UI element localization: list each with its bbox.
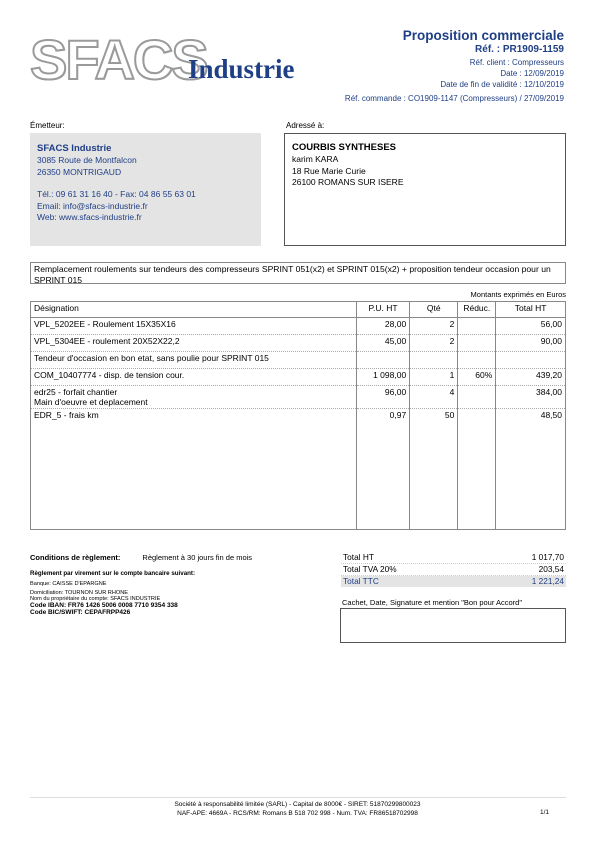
row-quantity (410, 352, 458, 369)
sender-name: SFACS Industrie (37, 143, 112, 154)
total-tva-value: 203,54 (538, 564, 564, 574)
signature-box[interactable] (340, 608, 566, 643)
signature-label: Cachet, Date, Signature et mention "Bon pour Accord" (342, 598, 523, 607)
row-discount (458, 386, 496, 409)
row-discount (458, 352, 496, 369)
row-designation: edr25 - forfait chantier (34, 387, 118, 397)
row-discount (458, 335, 496, 352)
logo-subtitle: Industrie (188, 54, 295, 84)
page-number: 1/1 (539, 809, 549, 816)
col-total: Total HT (496, 302, 566, 318)
footer-divider (30, 797, 566, 798)
table-row (31, 409, 566, 530)
total-ttc-value: 1 221,24 (531, 576, 564, 586)
row-total: 56,00 (496, 318, 566, 335)
row-unit-price: 96,00 (356, 386, 409, 409)
sender-box (30, 133, 261, 246)
sender-address2: 26350 MONTRIGAUD (37, 166, 122, 177)
row-quantity: 50 (410, 409, 458, 530)
row-quantity: 2 (410, 318, 458, 335)
recipient-address1: 18 Rue Marie Curie (292, 165, 366, 176)
table-row (31, 369, 566, 386)
total-tva-row (341, 564, 566, 576)
footer-line2: NAF-APE: 4669A - RCS/RM: Romans B 518 702 998 - Num. TVA: FR86518702998 (177, 810, 418, 817)
total-ht-value: 1 017,70 (531, 552, 564, 562)
validity-date: Date de fin de validité : 12/10/2019 (440, 80, 564, 89)
table-row (31, 386, 566, 409)
row-total: 48,50 (496, 409, 566, 530)
bic: Code BIC/SWIFT: CEPAFRPP426 (30, 609, 131, 616)
bank-domiciliation: Domiciliation: TOURNON SUR RHONE (30, 590, 129, 596)
recipient-contact: karim KARA (292, 154, 339, 164)
row-unit-price: 0,97 (356, 409, 409, 530)
table-row (31, 335, 566, 352)
row-discount (458, 409, 496, 530)
recipient-label: Adressé à: (286, 121, 325, 130)
conditions-value: Règlement à 30 jours fin de mois (142, 553, 253, 562)
sender-phone: Tél.: 09 61 31 16 40 - Fax: 04 86 55 63 01 (37, 189, 196, 199)
account-owner: Nom du propriétaire du compte: SFACS INDUSTRIE (30, 596, 161, 602)
sender-email[interactable]: Email: info@sfacs-industrie.fr (37, 200, 148, 211)
logo-brand: SFACS (30, 28, 207, 91)
row-total: 384,00 (496, 386, 566, 409)
row-designation: EDR_5 - frais km (34, 410, 99, 420)
col-quantity: Qté (410, 302, 458, 318)
total-ttc-label: Total TTC (343, 576, 379, 586)
footer-line1: Société à responsabilité limitée (SARL) - Capital de 8000€ - SIRET: 51870299800023 (174, 801, 421, 808)
row-designation: Tendeur d'occasion en bon etat, sans poulie pour SPRINT 015 (34, 353, 269, 363)
row-quantity: 2 (410, 335, 458, 352)
row-total: 439,20 (496, 369, 566, 386)
document-ref: Réf. : PR1909-1159 (475, 44, 564, 55)
row-unit-price: 45,00 (356, 335, 409, 352)
row-designation-detail: Main d'oeuvre et deplacement (34, 397, 148, 407)
row-quantity: 1 (410, 369, 458, 386)
sender-label: Émetteur: (30, 121, 65, 130)
lines-table (30, 301, 566, 530)
row-unit-price (356, 352, 409, 369)
row-designation: VPL_5304EE - roulement 20X52X22,2 (34, 336, 180, 346)
conditions-label: Conditions de règlement: (30, 553, 121, 562)
table-row (31, 318, 566, 335)
totals-block (341, 552, 566, 587)
total-ht-row (341, 552, 566, 564)
payment-conditions (30, 553, 252, 616)
company-logo (30, 30, 315, 90)
recipient-name: COURBIS SYNTHESES (292, 142, 396, 153)
col-discount: Réduc. (458, 302, 496, 318)
table-row (31, 352, 566, 369)
row-unit-price: 28,00 (356, 318, 409, 335)
document-title: Proposition commerciale (402, 28, 564, 43)
row-quantity: 4 (410, 386, 458, 409)
recipient-box (284, 133, 566, 246)
table-header-row (31, 302, 566, 318)
row-unit-price: 1 098,00 (356, 369, 409, 386)
order-ref: Réf. commande : CO1909-1147 (Compresseurs) / 27/09/2019 (344, 94, 564, 103)
col-designation: Désignation (31, 302, 357, 318)
total-tva-label: Total TVA 20% (343, 564, 397, 574)
document-date: Date : 12/09/2019 (500, 69, 564, 78)
total-ttc-row (341, 576, 566, 587)
row-total: 90,00 (496, 335, 566, 352)
row-designation: COM_10407774 - disp. de tension cour. (34, 370, 185, 380)
total-ht-label: Total HT (343, 552, 374, 562)
transfer-label: Règlement par virement sur le compte bancaire suivant: (30, 570, 196, 577)
row-discount (458, 318, 496, 335)
sender-address1: 3085 Route de Montfalcon (37, 155, 137, 165)
recipient-address2: 26100 ROMANS SUR ISERE (292, 177, 404, 187)
client-ref: Réf. client : Compresseurs (469, 58, 564, 67)
row-discount: 60% (458, 369, 496, 386)
currency-note: Montants exprimés en Euros (470, 290, 566, 299)
iban: Code IBAN: FR76 1426 5006 0008 7710 9354 338 (30, 602, 178, 609)
row-designation: VPL_5202EE - Roulement 15X35X16 (34, 319, 176, 329)
proposal-description: Remplacement roulements sur tendeurs des compresseurs SPRINT 051(x2) et SPRINT 015(x2) + proposition tendeur occasion pour un SPRINT 015 (30, 262, 566, 284)
bank-name: Banque: CAISSE D'EPARGNE (30, 581, 107, 587)
sender-web[interactable]: Web: www.sfacs-industrie.fr (37, 212, 142, 222)
col-unit-price: P.U. HT (356, 302, 409, 318)
row-total (496, 352, 566, 369)
